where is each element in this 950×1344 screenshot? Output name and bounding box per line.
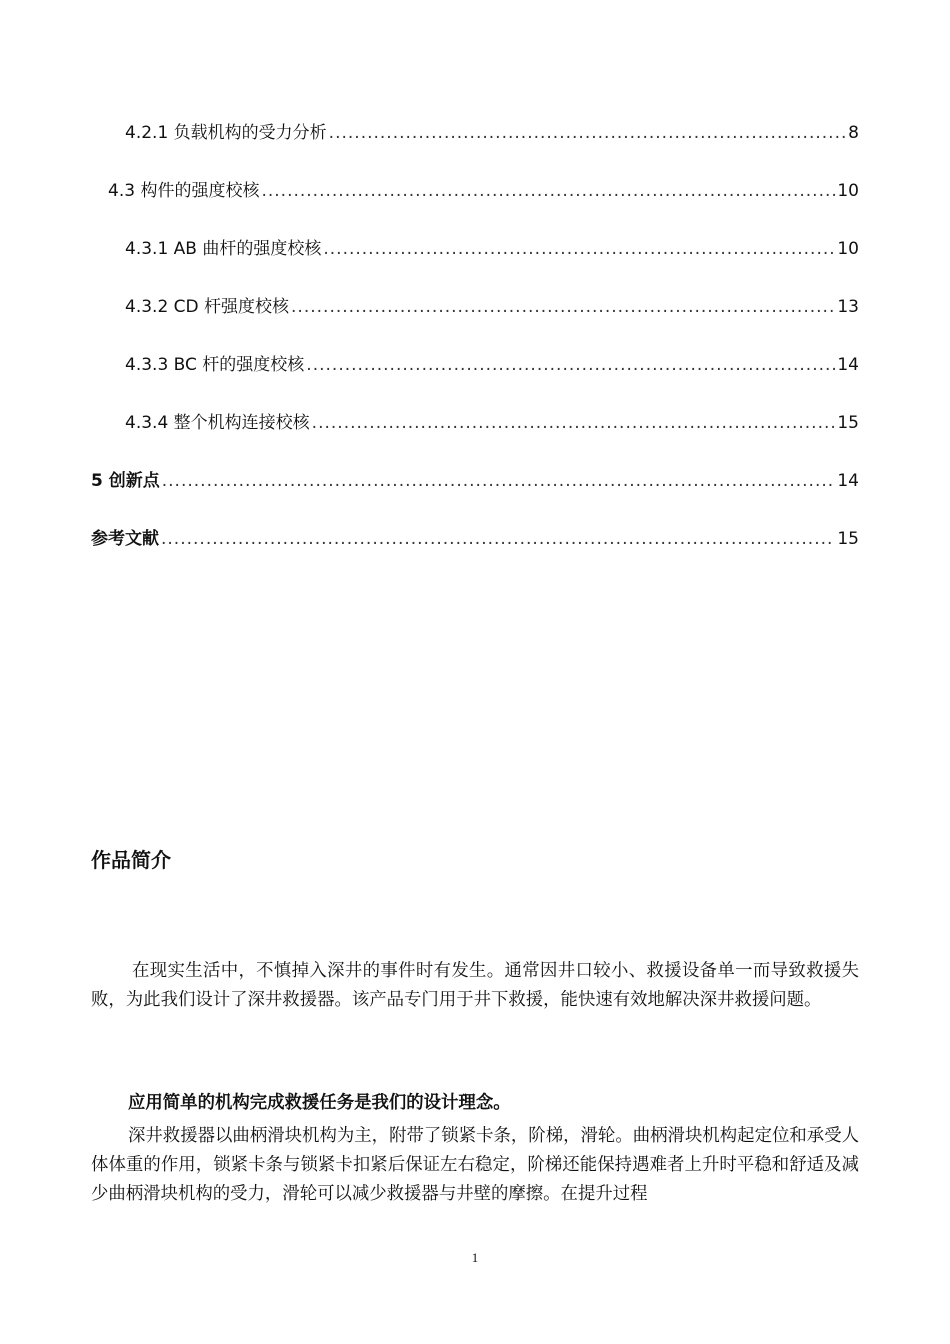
toc-entry-title: 4.2.1 负载机构的受力分析 — [125, 123, 327, 143]
design-concept-text: 应用简单的机构完成救援任务是我们的设计理念。 — [128, 1093, 511, 1113]
toc-entry-title: 4.3.4 整个机构连接校核 — [125, 413, 310, 433]
intro-paragraph — [91, 957, 859, 1015]
toc-dot-leader — [306, 353, 835, 370]
toc-entry-page: 10 — [837, 181, 859, 201]
toc-entry-page: 8 — [848, 123, 859, 143]
toc-entry-title: 参考文献 — [91, 529, 159, 549]
toc-dot-leader — [323, 237, 835, 254]
toc-entry-title: 4.3.2 CD 杆强度校核 — [125, 297, 290, 317]
toc-entry-title: 4.3.1 AB 曲杆的强度校核 — [125, 239, 322, 259]
toc-entry-4-3-2[interactable] — [125, 295, 859, 319]
toc-entry-title: 5 创新点 — [91, 471, 160, 491]
toc-entry-4-3-4[interactable] — [125, 411, 859, 435]
toc-entry-4-3-1[interactable] — [125, 237, 859, 261]
intro-paragraph-text: 在现实生活中，不慎掉入深井的事件时有发生。通常因井口较小、救援设备单一而导致救援失败，为此我们设计了深井救援器。该产品专门用于井下救援，能快速有效地解决深井救援问题。 — [91, 961, 859, 1010]
toc-dot-leader — [329, 121, 847, 138]
toc-entry-page: 15 — [837, 413, 859, 433]
toc-entry-4-3-3[interactable] — [125, 353, 859, 377]
toc-entry-4-3[interactable] — [108, 179, 859, 203]
toc-entry-page: 15 — [837, 529, 859, 549]
toc-entry-title: 4.3.3 BC 杆的强度校核 — [125, 355, 305, 375]
toc-dot-leader — [312, 411, 836, 428]
toc-entry-5[interactable] — [91, 469, 859, 493]
toc-entry-page: 13 — [837, 297, 859, 317]
toc-entry-page: 10 — [837, 239, 859, 259]
page-number: 1 — [471, 1250, 479, 1265]
design-concept — [91, 1089, 859, 1118]
toc-entry-page: 14 — [837, 471, 859, 491]
toc-dot-leader — [261, 179, 835, 196]
toc-entry-page: 14 — [837, 355, 859, 375]
description-paragraph — [91, 1122, 859, 1209]
description-paragraph-text: 深井救援器以曲柄滑块机构为主，附带了锁紧卡条，阶梯，滑轮。曲柄滑块机构起定位和承受人体体重的作用，锁紧卡条与锁紧卡扣紧后保证左右稳定，阶梯还能保持遇难者上升时平稳和舒适及减少曲柄滑块机构的受力，滑轮可以减少救援器与井壁的摩擦。在提升过程 — [91, 1126, 859, 1204]
toc-entry-4-2-1[interactable] — [125, 121, 859, 145]
toc-dot-leader — [161, 527, 835, 544]
toc-dot-leader — [291, 295, 835, 312]
toc-entry-references[interactable] — [91, 527, 859, 551]
toc-dot-leader — [162, 469, 836, 486]
section-heading: 作品简介 — [91, 848, 171, 872]
toc-entry-title: 4.3 构件的强度校核 — [108, 181, 260, 201]
